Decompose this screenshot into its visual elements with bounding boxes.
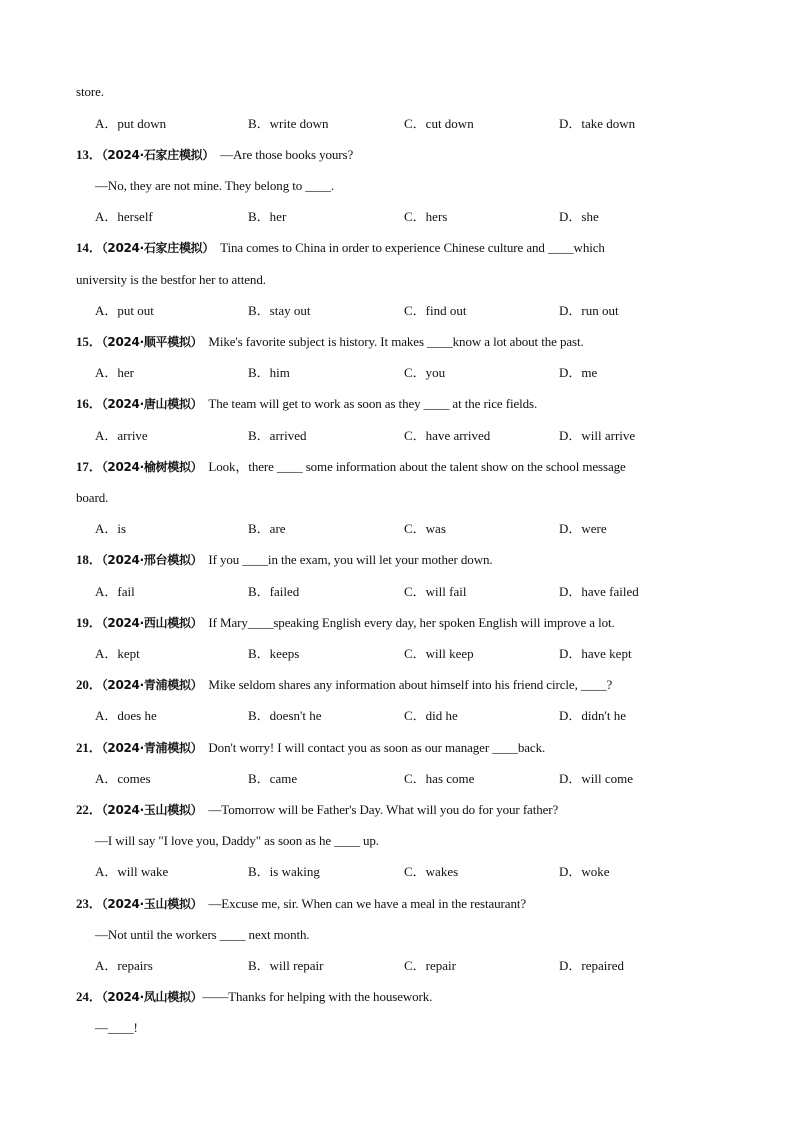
question-source: （2024·凤山模拟） <box>101 990 203 1004</box>
option-c: C．has come <box>404 771 475 786</box>
question-number: 19． <box>76 615 102 630</box>
option-a: A．arrive <box>95 428 148 443</box>
question-source: （2024·青浦模拟） <box>101 678 203 692</box>
option-c: C．cut down <box>404 116 474 131</box>
option-a: A．is <box>95 521 127 536</box>
option-d: D．run out <box>559 303 619 318</box>
option-a: A．fail <box>95 584 135 599</box>
option-c: C．have arrived <box>404 428 491 443</box>
question-14-options <box>95 303 715 319</box>
question-17-line-2: board. <box>76 490 109 505</box>
question-20-options <box>95 708 715 724</box>
option-a: A．put out <box>95 303 154 318</box>
option-c: C．will fail <box>404 584 467 599</box>
question-source: （2024·石家庄模拟） <box>101 241 215 255</box>
question-number: 17． <box>76 459 102 474</box>
question-21-options <box>95 771 715 787</box>
option-d: D．repaired <box>559 958 624 973</box>
question-text: The team will get to work as soon as they ____ at the rice fields. <box>208 396 538 411</box>
question-source: （2024·唐山模拟） <box>101 397 203 411</box>
option-c: C．you <box>404 365 446 380</box>
option-c: C．was <box>404 521 446 536</box>
lead-in-text: store. <box>76 84 104 99</box>
option-d: D．were <box>559 521 607 536</box>
option-b: B．is waking <box>248 864 320 879</box>
option-b: B．him <box>248 365 290 380</box>
question-text: —Tomorrow will be Father's Day. What will you do for your father? <box>208 802 559 817</box>
question-number: 15． <box>76 334 102 349</box>
question-number: 14． <box>76 240 102 255</box>
question-13-header <box>76 147 353 163</box>
option-a: A．repairs <box>95 958 153 973</box>
option-d: D．have failed <box>559 584 639 599</box>
question-20-header <box>76 677 612 693</box>
question-number: 21． <box>76 740 102 755</box>
option-a: A．comes <box>95 771 151 786</box>
question-15-options <box>95 365 715 381</box>
question-17-header <box>76 459 626 475</box>
option-c: C．find out <box>404 303 467 318</box>
question-15-header <box>76 334 584 350</box>
option-d: D．take down <box>559 116 636 131</box>
question-text: If Mary____speaking English every day, her spoken English will improve a lot. <box>208 615 615 630</box>
question-14-header <box>76 240 605 256</box>
question-source: （2024·榆树模拟） <box>101 460 203 474</box>
question-number: 13． <box>76 147 102 162</box>
question-14-line-2: university is the bestfor her to attend. <box>76 272 266 287</box>
option-c: C．hers <box>404 209 448 224</box>
question-text: Mike's favorite subject is history. It makes ____know a lot about the past. <box>208 334 584 349</box>
option-d: D．will come <box>559 771 634 786</box>
question-number: 16． <box>76 396 102 411</box>
option-a: A．her <box>95 365 134 380</box>
question-text: If you ____in the exam, you will let your mother down. <box>208 552 493 567</box>
question-19-options <box>95 646 715 662</box>
option-d: D．will arrive <box>559 428 636 443</box>
question-23-line-2: —Not until the workers ____ next month. <box>95 927 310 942</box>
question-24-line-2: —____! <box>95 1020 138 1035</box>
question-24-header <box>76 989 432 1005</box>
option-d: D．didn't he <box>559 708 626 723</box>
option-c: C．wakes <box>404 864 459 879</box>
question-21-header <box>76 740 545 756</box>
question-text: Tina comes to China in order to experience Chinese culture and ____which <box>220 240 605 255</box>
question-source: （2024·石家庄模拟） <box>101 148 215 162</box>
option-a: A．will wake <box>95 864 169 879</box>
option-b: B．are <box>248 521 286 536</box>
question-18-header <box>76 552 493 568</box>
question-18-options <box>95 584 715 600</box>
option-b: B．failed <box>248 584 300 599</box>
question-number: 24． <box>76 989 102 1004</box>
option-d: D．woke <box>559 864 610 879</box>
question-number: 20． <box>76 677 102 692</box>
question-23-options <box>95 958 715 974</box>
question-source: （2024·玉山模拟） <box>101 803 203 817</box>
option-a: A．does he <box>95 708 157 723</box>
option-a: A．kept <box>95 646 140 661</box>
question-17-options <box>95 521 715 537</box>
option-b: B．will repair <box>248 958 324 973</box>
question-text: Don't worry! I will contact you as soon as our manager ____back. <box>208 740 546 755</box>
question-22-header <box>76 802 558 818</box>
option-b: B．doesn't he <box>248 708 322 723</box>
lead-in-options <box>95 116 715 132</box>
question-text: —Are those books yours? <box>220 147 354 162</box>
question-text: Mike seldom shares any information about himself into his friend circle, ____? <box>208 677 613 692</box>
question-22-options <box>95 864 715 880</box>
question-text: ——Thanks for helping with the housework. <box>202 989 433 1004</box>
question-16-header <box>76 396 537 412</box>
option-b: B．write down <box>248 116 329 131</box>
question-number: 22． <box>76 802 102 817</box>
option-c: C．did he <box>404 708 458 723</box>
question-13-options <box>95 209 715 225</box>
option-a: A．herself <box>95 209 153 224</box>
question-text: Look，there ____ some information about the talent show on the school message <box>208 459 626 474</box>
question-source: （2024·顺平模拟） <box>101 335 203 349</box>
question-22-line-2: —I will say "I love you, Daddy" as soon as he ____ up. <box>95 833 379 848</box>
option-d: D．she <box>559 209 599 224</box>
question-text: —Excuse me, sir. When can we have a meal in the restaurant? <box>208 896 527 911</box>
question-source: （2024·玉山模拟） <box>101 897 203 911</box>
question-19-header <box>76 615 615 631</box>
question-source: （2024·邢台模拟） <box>101 553 203 567</box>
question-source: （2024·西山模拟） <box>101 616 203 630</box>
option-b: B．arrived <box>248 428 307 443</box>
question-source: （2024·青浦模拟） <box>101 741 203 755</box>
question-number: 18． <box>76 552 102 567</box>
question-23-header <box>76 896 526 912</box>
option-b: B．her <box>248 209 287 224</box>
question-16-options <box>95 428 715 444</box>
option-b: B．stay out <box>248 303 311 318</box>
question-number: 23． <box>76 896 102 911</box>
option-b: B．keeps <box>248 646 300 661</box>
option-c: C．repair <box>404 958 456 973</box>
question-13-line-2: —No, they are not mine. They belong to ____. <box>95 178 335 193</box>
option-d: D．me <box>559 365 598 380</box>
option-a: A．put down <box>95 116 167 131</box>
option-c: C．will keep <box>404 646 474 661</box>
option-b: B．came <box>248 771 298 786</box>
option-d: D．have kept <box>559 646 632 661</box>
